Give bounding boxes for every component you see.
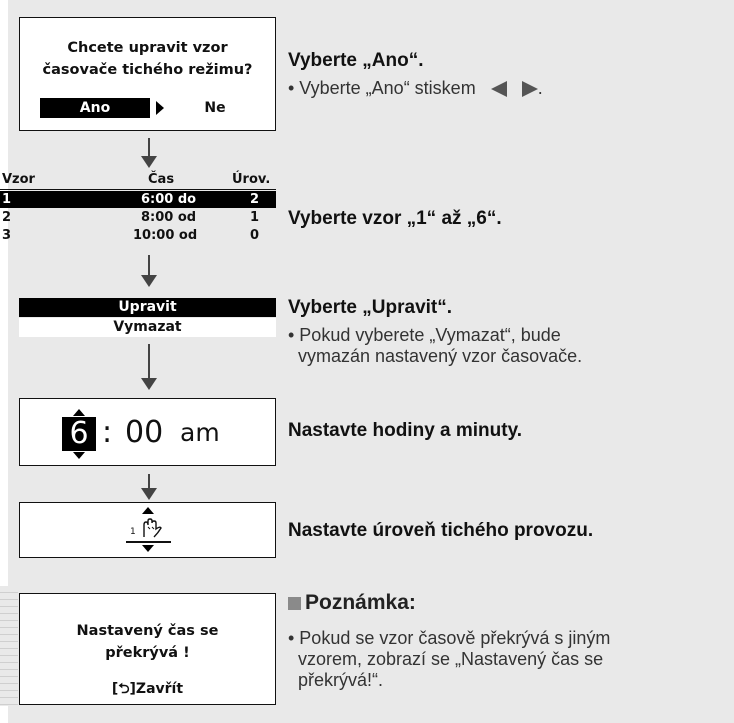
step4-title: Nastavte hodiny a minuty. xyxy=(288,420,523,441)
step3-bullet: • Pokud vyberete „Vymazat“, bude vymazán nastavený vzor časovače. xyxy=(288,325,583,366)
time-setting-display xyxy=(19,398,276,466)
overlap-dialog xyxy=(19,593,276,705)
overlap-message: Nastavený čas se překrývá ! xyxy=(76,623,219,661)
step2-title: Vyberte vzor „1“ až „6“. xyxy=(288,208,502,229)
flow-arrow-icon xyxy=(139,344,159,390)
confirm-dialog xyxy=(19,17,276,131)
dialog-question: Chcete upravit vzor časovače tichého režimu? xyxy=(42,40,253,78)
note-bullet: • Pokud se vzor časově překrývá s jiným vzorem, zobrazí se „Nastavený čas se překrývá!“. xyxy=(288,628,611,690)
flow-arrow-icon xyxy=(139,138,159,168)
step1-title: Vyberte „Ano“. xyxy=(288,50,424,71)
menu-item-delete[interactable]: Vymazat xyxy=(19,318,276,337)
square-bullet-icon xyxy=(288,597,301,610)
pattern-table xyxy=(0,171,276,251)
minute-value[interactable]: 00 xyxy=(125,415,164,450)
flow-arrow-icon xyxy=(139,474,159,500)
am-pm-indicator: am xyxy=(180,418,220,447)
arrow-right-icon xyxy=(156,101,164,115)
step5-title: Nastavte úroveň tichého provozu. xyxy=(288,520,594,541)
level-underline xyxy=(126,541,171,543)
note-heading: Poznámka: xyxy=(288,591,416,615)
step1-bullet: • Vyberte „Ano“ stiskem . xyxy=(288,78,543,98)
no-option[interactable]: Ne xyxy=(204,100,226,116)
table-row[interactable]: 2 8:00 od 1 xyxy=(2,210,260,225)
up-arrow-icon xyxy=(142,507,154,514)
step3-title: Vyberte „Upravit“. xyxy=(288,297,453,318)
flow-arrow-icon xyxy=(139,255,159,287)
right-arrow-icon xyxy=(522,81,538,97)
up-arrow-icon xyxy=(73,409,85,416)
hour-value[interactable]: 6 xyxy=(62,417,96,451)
time-separator: : xyxy=(102,415,113,450)
left-arrow-icon xyxy=(491,81,507,97)
table-row[interactable]: 3 10:00 od 0 xyxy=(2,228,260,243)
down-arrow-icon xyxy=(73,452,85,459)
yes-option[interactable]: Ano xyxy=(40,98,150,118)
quiet-level-display xyxy=(19,502,276,558)
table-header: Vzor Čas Úrov. xyxy=(2,172,271,187)
quiet-level-value: 1 xyxy=(130,527,136,537)
down-arrow-icon xyxy=(142,545,154,552)
table-row[interactable]: 1 6:00 do 2 xyxy=(0,191,276,208)
menu-item-edit[interactable]: Upravit xyxy=(19,298,276,317)
close-button[interactable]: [⮌]Zavřít xyxy=(111,681,184,697)
margin-lines xyxy=(0,586,18,706)
